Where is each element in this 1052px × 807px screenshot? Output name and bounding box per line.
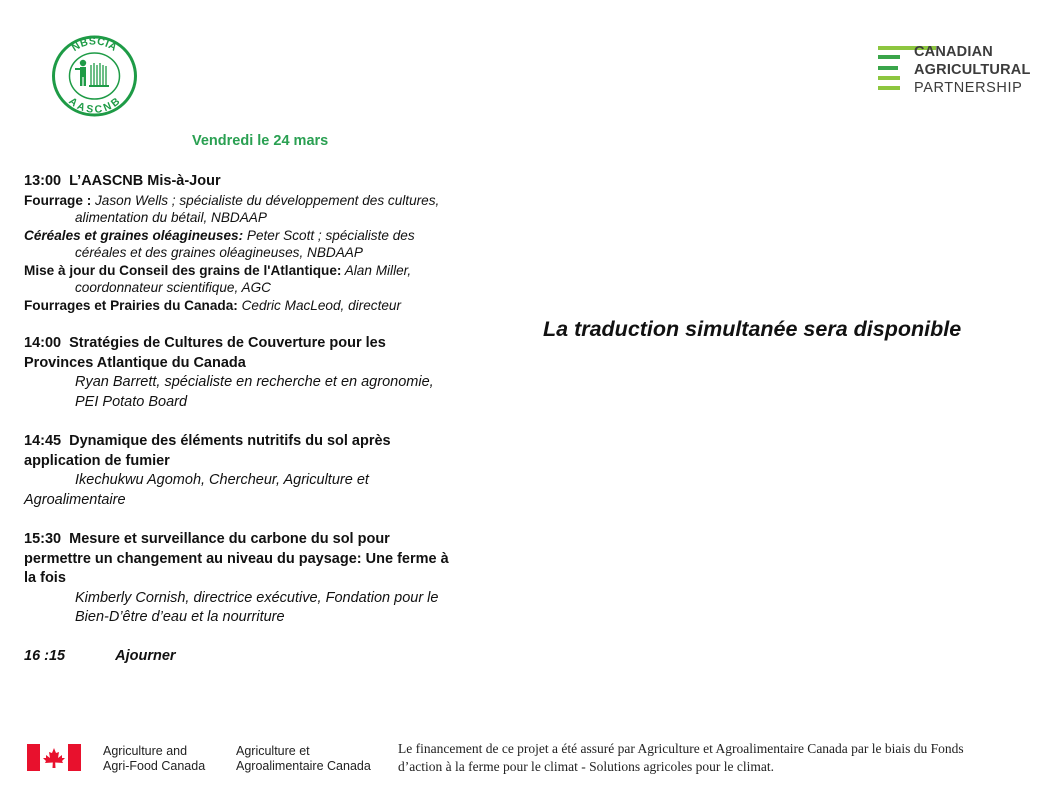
session-title-line2: Provinces Atlantique du Canada: [24, 354, 246, 371]
session-speaker-line1: Ryan Barrett, spécialiste en recherche et en agronomie,: [75, 374, 434, 390]
update-item-fourrage: [24, 192, 524, 227]
session-time: 16 :15: [24, 648, 66, 664]
update-speaker-cont: céréales et des graines oléagineuses, NBDAAP: [75, 245, 363, 260]
cap-logo-line3: PARTNERSHIP: [914, 80, 1023, 96]
session-title: L’AASCNB Mis-à-Jour: [69, 173, 221, 189]
session-title: Ajourner: [115, 648, 176, 664]
funding-statement: [398, 740, 1038, 776]
update-item-conseil-grains: [24, 262, 524, 297]
update-label: Mise à jour du Conseil des grains de l'Atlantique:: [24, 262, 342, 278]
aafc-en-line2: Agri-Food Canada: [103, 758, 206, 773]
session-time: 14:45: [24, 433, 62, 449]
logo-stripe: [878, 86, 900, 90]
logo-stripe: [878, 66, 898, 70]
session-speaker-line1: Ikechukwu Agomoh, Chercheur, Agriculture et: [75, 472, 369, 488]
seal-bottom-text: AASCNB: [66, 95, 123, 116]
session-1445: [24, 432, 524, 510]
update-label: Fourrages et Prairies du Canada:: [24, 297, 238, 313]
session-heading: [24, 334, 524, 354]
funding-line1: Le financement de ce projet a été assuré par Agriculture et Agroalimentaire Canada par le biais du Fonds: [398, 741, 964, 756]
funding-line2: d’action à la ferme pour le climat - Solutions agricoles pour le climat.: [398, 759, 775, 774]
translation-notice: La traduction simultanée sera disponible: [543, 317, 962, 341]
update-speaker-cont: coordonnateur scientifique, AGC: [75, 280, 271, 295]
session-time: 14:00: [24, 335, 62, 351]
canadian-agricultural-partnership-logo: [878, 44, 1031, 100]
canada-flag-icon: [27, 744, 81, 771]
update-label: Céréales et graines oléagineuses:: [24, 227, 244, 243]
update-label: Fourrage :: [24, 192, 92, 208]
cap-logo-line2: AGRICULTURAL: [914, 62, 1031, 78]
update-item-fourrages-prairies: [24, 297, 524, 315]
event-date: Vendredi le 24 mars: [192, 133, 329, 149]
session-speaker-line2: Bien-D’être d’eau et la nourriture: [75, 609, 285, 625]
session-title-line2: application de fumier: [24, 452, 170, 469]
session-adjourn: [24, 647, 524, 667]
logo-stripe: [878, 76, 900, 80]
session-1530: [24, 530, 524, 628]
session-heading: [24, 432, 524, 452]
update-speaker-cont: alimentation du bétail, NBDAAP: [75, 210, 267, 225]
nbscia-logo: [51, 35, 138, 117]
session-heading: [24, 172, 524, 192]
session-title-line1: Dynamique des éléments nutritifs du sol après: [69, 433, 391, 449]
aafc-fr-line2: Agroalimentaire Canada: [236, 758, 371, 773]
session-1400: [24, 334, 524, 412]
update-speaker: Peter Scott ; spécialiste des: [243, 227, 415, 243]
session-speaker-line2: Agroalimentaire: [24, 491, 126, 508]
update-speaker: Jason Wells ; spécialiste du développement des cultures,: [91, 192, 440, 208]
aafc-french-wordmark: [236, 744, 371, 773]
update-item-cereales: [24, 227, 524, 262]
session-heading: [24, 530, 524, 550]
session-speaker-line1: Kimberly Cornish, directrice exécutive, Fondation pour le: [75, 589, 439, 606]
aafc-en-line1: Agriculture and: [103, 744, 188, 758]
update-speaker: Alan Miller,: [341, 262, 412, 278]
aafc-english-wordmark: [103, 744, 205, 773]
logo-stripe: [878, 55, 900, 59]
seal-top-text: NBSCIA: [69, 35, 120, 54]
session-title-line1: Stratégies de Cultures de Couverture pour les: [69, 335, 386, 351]
session-time: 13:00: [24, 173, 62, 189]
session-title-line3: la fois: [24, 570, 66, 586]
session-title-line2: permettre un changement au niveau du paysage: Une ferme à: [24, 550, 449, 567]
session-speaker-line2: PEI Potato Board: [75, 393, 188, 410]
session-title-line1: Mesure et surveillance du carbone du sol pour: [69, 531, 390, 547]
update-speaker: Cedric MacLeod, directeur: [237, 297, 401, 313]
session-time: 15:30: [24, 531, 62, 547]
aafc-fr-line1: Agriculture et: [236, 744, 310, 758]
cap-logo-line1: CANADIAN: [914, 44, 993, 60]
session-1300: [24, 172, 524, 314]
